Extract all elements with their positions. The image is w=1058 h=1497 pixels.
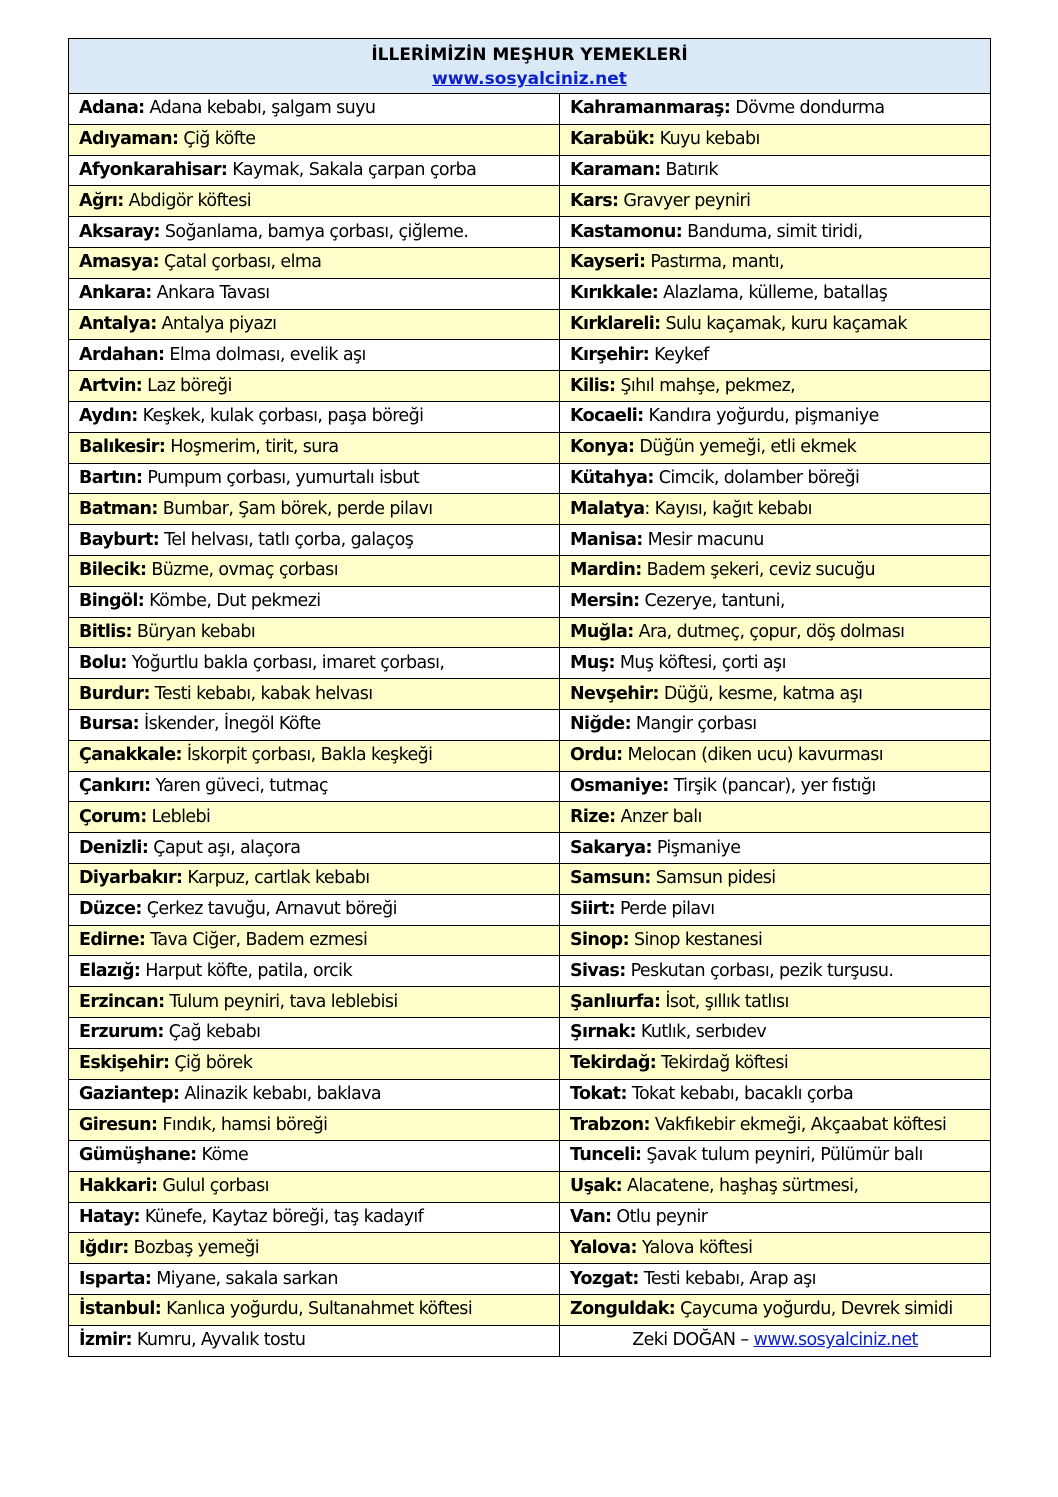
- famous-foods: Kanlıca yoğurdu, Sultanahmet köftesi: [161, 1299, 473, 1320]
- province-name: İzmir:: [79, 1330, 132, 1351]
- province-name: Diyarbakır:: [79, 868, 183, 889]
- right-cell: [560, 217, 991, 248]
- famous-foods: Alazlama, külleme, batallaş: [658, 283, 888, 304]
- header-link[interactable]: www.sosyalciniz.net: [432, 69, 627, 89]
- province-name: Niğde:: [570, 714, 631, 735]
- famous-foods: Leblebi: [146, 806, 211, 827]
- famous-foods: Vakfıkebir ekmeği, Akçaabat köftesi: [649, 1114, 947, 1135]
- famous-foods: Kömbe, Dut pekmezi: [144, 591, 321, 612]
- province-name: Uşak:: [570, 1176, 623, 1197]
- province-name: Yalova:: [570, 1237, 637, 1258]
- right-cell: [560, 833, 991, 864]
- table-row: [69, 1048, 991, 1079]
- left-cell: [69, 217, 560, 248]
- province-name: Tekirdağ:: [570, 1053, 657, 1074]
- province-name: Bartın:: [79, 467, 143, 488]
- table-row: [69, 555, 991, 586]
- left-cell: [69, 401, 560, 432]
- famous-foods: Çaycuma yoğurdu, Devrek simidi: [675, 1299, 953, 1320]
- famous-foods: İsot, şıllık tatlısı: [660, 991, 789, 1012]
- famous-foods: : Kayısı, kağıt kebabı: [644, 498, 812, 519]
- famous-foods: Pumpum çorbası, yumurtalı isbut: [142, 467, 420, 488]
- table-row: [69, 894, 991, 925]
- right-cell: [560, 771, 991, 802]
- famous-foods: Tekirdağ köftesi: [656, 1053, 789, 1074]
- famous-foods: Sulu kaçamak, kuru kaçamak: [660, 313, 907, 334]
- footer-link[interactable]: www.sosyalciniz.net: [753, 1330, 918, 1351]
- famous-foods: Abdigör köftesi: [123, 190, 251, 211]
- famous-foods: Dövme dondurma: [730, 98, 885, 119]
- famous-foods: Köme: [196, 1145, 249, 1166]
- famous-foods: Cezerye, tantuni,: [639, 591, 785, 612]
- right-cell: [560, 1264, 991, 1295]
- province-name: Çanakkale:: [79, 745, 182, 766]
- famous-foods: Ara, dutmeç, çopur, döş dolması: [633, 621, 905, 642]
- famous-foods: Alinazik kebabı, baklava: [179, 1083, 382, 1104]
- left-cell: [69, 740, 560, 771]
- province-name: Aydın:: [79, 406, 138, 427]
- right-cell: [560, 802, 991, 833]
- famous-foods: Gravyer peyniri: [618, 190, 751, 211]
- right-cell: [560, 186, 991, 217]
- famous-foods: Cimcik, dolamber böreği: [653, 467, 860, 488]
- famous-foods: Testi kebabı, kabak helvası: [149, 683, 373, 704]
- province-name: Burdur:: [79, 683, 150, 704]
- right-cell: [560, 1171, 991, 1202]
- table-row: [69, 1141, 991, 1172]
- left-cell: [69, 309, 560, 340]
- right-cell: [560, 309, 991, 340]
- table-row: [69, 771, 991, 802]
- province-name: Şanlıurfa:: [570, 991, 661, 1012]
- province-name: Gaziantep:: [79, 1083, 180, 1104]
- header-cell: [69, 39, 991, 94]
- province-name: Şırnak:: [570, 1022, 636, 1043]
- table-row: [69, 155, 991, 186]
- famous-foods: İskorpit çorbası, Bakla keşkeği: [181, 745, 433, 766]
- left-cell: [69, 1295, 560, 1326]
- table-row: [69, 1264, 991, 1295]
- left-cell: [69, 709, 560, 740]
- province-name: Elazığ:: [79, 960, 141, 981]
- famous-foods: Karpuz, cartlak kebabı: [182, 868, 370, 889]
- famous-foods: Banduma, simit tiridi,: [682, 221, 863, 242]
- province-name: Muğla:: [570, 621, 634, 642]
- table-row: [69, 740, 991, 771]
- right-cell: [560, 1202, 991, 1233]
- famous-foods: Samsun pidesi: [650, 868, 776, 889]
- right-cell: [560, 278, 991, 309]
- table-row: [69, 309, 991, 340]
- province-name: Kırklareli:: [570, 313, 661, 334]
- table-row: [69, 494, 991, 525]
- left-cell: [69, 1141, 560, 1172]
- province-name: Osmaniye:: [570, 775, 669, 796]
- province-name: Sakarya:: [570, 837, 652, 858]
- left-cell: [69, 1264, 560, 1295]
- table-row: [69, 679, 991, 710]
- food-table: [68, 38, 991, 1357]
- famous-foods: Çiğ köfte: [178, 129, 256, 150]
- table-row: [69, 648, 991, 679]
- table-row: [69, 401, 991, 432]
- table-row: [69, 94, 991, 125]
- province-name: Kars:: [570, 190, 619, 211]
- right-cell: [560, 525, 991, 556]
- famous-foods: Büryan kebabı: [131, 621, 256, 642]
- table-row: [69, 586, 991, 617]
- table-row: [69, 709, 991, 740]
- famous-foods: Çiğ börek: [169, 1053, 253, 1074]
- famous-foods: Çaput aşı, alaçora: [148, 837, 301, 858]
- table-row: [69, 371, 991, 402]
- province-name: Balıkesir:: [79, 437, 166, 458]
- famous-foods: Elma dolması, evelik aşı: [164, 344, 366, 365]
- province-name: Mersin:: [570, 591, 640, 612]
- province-name: Sivas:: [570, 960, 626, 981]
- province-name: Kayseri:: [570, 252, 646, 273]
- province-name: Afyonkarahisar:: [79, 159, 228, 180]
- famous-foods: Düğün yemeği, etli ekmek: [634, 437, 857, 458]
- famous-foods: Kumru, Ayvalık tostu: [131, 1330, 306, 1351]
- table-row: [69, 1110, 991, 1141]
- province-name: Van:: [570, 1207, 612, 1228]
- province-name: Aksaray:: [79, 221, 160, 242]
- province-name: Karaman:: [570, 159, 661, 180]
- province-name: Giresun:: [79, 1114, 158, 1135]
- left-cell: [69, 956, 560, 987]
- province-name: Kırıkkale:: [570, 283, 659, 304]
- right-cell: [560, 432, 991, 463]
- province-name: Antalya:: [79, 313, 157, 334]
- province-name: Yozgat:: [570, 1268, 639, 1289]
- left-cell: [69, 155, 560, 186]
- left-cell: [69, 771, 560, 802]
- right-cell: [560, 1079, 991, 1110]
- province-name: Çorum:: [79, 806, 147, 827]
- province-name: Karabük:: [570, 129, 655, 150]
- province-name: Bilecik:: [79, 560, 147, 581]
- province-name: Kahramanmaraş:: [570, 98, 731, 119]
- famous-foods: Muş köftesi, çorti aşı: [614, 652, 786, 673]
- left-cell: [69, 494, 560, 525]
- province-name: Bayburt:: [79, 529, 160, 550]
- food-table-body: [69, 39, 991, 1357]
- famous-foods: Mesir macunu: [642, 529, 764, 550]
- right-cell: [560, 1110, 991, 1141]
- famous-foods: Badem şekeri, ceviz sucuğu: [641, 560, 876, 581]
- left-cell: [69, 463, 560, 494]
- province-name: Malatya: [570, 498, 645, 519]
- table-row: [69, 617, 991, 648]
- right-cell: [560, 894, 991, 925]
- province-name: Düzce:: [79, 899, 142, 920]
- province-name: Adana:: [79, 98, 145, 119]
- left-cell: [69, 679, 560, 710]
- author-name: Zeki DOĞAN –: [632, 1330, 754, 1351]
- province-name: Sinop:: [570, 929, 630, 950]
- table-row: [69, 278, 991, 309]
- left-cell: [69, 555, 560, 586]
- province-name: Çankırı:: [79, 775, 151, 796]
- left-cell: [69, 1325, 560, 1356]
- famous-foods: Fındık, hamsi böreği: [157, 1114, 328, 1135]
- famous-foods: Antalya piyazı: [156, 313, 277, 334]
- right-cell: [560, 925, 991, 956]
- province-name: Trabzon:: [570, 1114, 650, 1135]
- table-row: [69, 217, 991, 248]
- table-row: [69, 987, 991, 1018]
- famous-foods: Yaren güveci, tutmaç: [150, 775, 328, 796]
- famous-foods: Yalova köftesi: [636, 1237, 753, 1258]
- province-name: Zonguldak:: [570, 1299, 676, 1320]
- table-row: [69, 525, 991, 556]
- famous-foods: Adana kebabı, şalgam suyu: [144, 98, 376, 119]
- left-cell: [69, 432, 560, 463]
- right-cell: [560, 340, 991, 371]
- right-cell: [560, 1017, 991, 1048]
- table-row: [69, 1202, 991, 1233]
- province-name: Ağrı:: [79, 190, 124, 211]
- left-cell: [69, 863, 560, 894]
- left-cell: [69, 833, 560, 864]
- province-name: Iğdır:: [79, 1237, 129, 1258]
- famous-foods: Yoğurtlu bakla çorbası, imaret çorbası,: [126, 652, 445, 673]
- left-cell: [69, 894, 560, 925]
- right-cell: [560, 648, 991, 679]
- famous-foods: Keykef: [649, 344, 709, 365]
- left-cell: [69, 1233, 560, 1264]
- province-name: Hatay:: [79, 1207, 140, 1228]
- table-row: [69, 124, 991, 155]
- left-cell: [69, 617, 560, 648]
- famous-foods: Tava Ciğer, Badem ezmesi: [145, 929, 368, 950]
- famous-foods: Anzer balı: [615, 806, 702, 827]
- province-name: Artvin:: [79, 375, 143, 396]
- famous-foods: Miyane, sakala sarkan: [151, 1268, 338, 1289]
- left-cell: [69, 371, 560, 402]
- left-cell: [69, 987, 560, 1018]
- famous-foods: Ankara Tavası: [151, 283, 270, 304]
- left-cell: [69, 1079, 560, 1110]
- province-name: Bursa:: [79, 714, 140, 735]
- province-name: Kastamonu:: [570, 221, 683, 242]
- famous-foods: Düğü, kesme, katma aşı: [658, 683, 863, 704]
- province-name: Konya:: [570, 437, 635, 458]
- famous-foods: Soğanlama, bamya çorbası, çiğleme.: [159, 221, 469, 242]
- famous-foods: Tulum peyniri, tava leblebisi: [164, 991, 398, 1012]
- famous-foods: Pastırma, mantı,: [645, 252, 784, 273]
- right-cell: [560, 555, 991, 586]
- right-cell: [560, 401, 991, 432]
- left-cell: [69, 94, 560, 125]
- footer-credit-cell: [560, 1325, 991, 1356]
- province-name: Bingöl:: [79, 591, 145, 612]
- table-row: [69, 925, 991, 956]
- famous-foods: Kandıra yoğurdu, pişmaniye: [643, 406, 879, 427]
- right-cell: [560, 740, 991, 771]
- right-cell: [560, 709, 991, 740]
- province-name: Denizli:: [79, 837, 149, 858]
- famous-foods: Mangir çorbası: [630, 714, 757, 735]
- province-name: Erzurum:: [79, 1022, 164, 1043]
- famous-foods: İskender, İnegöl Köfte: [139, 714, 321, 735]
- province-name: Muş:: [570, 652, 615, 673]
- right-cell: [560, 956, 991, 987]
- right-cell: [560, 679, 991, 710]
- famous-foods: Şıhıl mahşe, pekmez,: [615, 375, 796, 396]
- province-name: Bolu:: [79, 652, 127, 673]
- famous-foods: Melocan (diken ucu) kavurması: [622, 745, 884, 766]
- right-cell: [560, 1233, 991, 1264]
- province-name: Hakkari:: [79, 1176, 158, 1197]
- right-cell: [560, 463, 991, 494]
- right-cell: [560, 371, 991, 402]
- famous-foods: Alacatene, haşhaş sürtmesi,: [622, 1176, 859, 1197]
- province-name: Tunceli:: [570, 1145, 642, 1166]
- province-name: İstanbul:: [79, 1299, 162, 1320]
- famous-foods: Kutlık, serbıdev: [635, 1022, 767, 1043]
- province-name: Ardahan:: [79, 344, 165, 365]
- table-row: [69, 1295, 991, 1326]
- right-cell: [560, 247, 991, 278]
- right-cell: [560, 617, 991, 648]
- famous-foods: Perde pilavı: [615, 899, 715, 920]
- right-cell: [560, 124, 991, 155]
- province-name: Batman:: [79, 498, 158, 519]
- province-name: Isparta:: [79, 1268, 152, 1289]
- table-row: [69, 802, 991, 833]
- famous-foods: Laz böreği: [142, 375, 232, 396]
- famous-foods: Tel helvası, tatlı çorba, galaçoş: [159, 529, 414, 550]
- right-cell: [560, 586, 991, 617]
- province-name: Bitlis:: [79, 621, 132, 642]
- famous-foods: Şavak tulum peyniri, Pülümür balı: [641, 1145, 923, 1166]
- famous-foods: Kuyu kebabı: [654, 129, 760, 150]
- left-cell: [69, 1202, 560, 1233]
- province-name: Amasya:: [79, 252, 160, 273]
- famous-foods: Çerkez tavuğu, Arnavut böreği: [141, 899, 397, 920]
- province-name: Samsun:: [570, 868, 651, 889]
- table-row: [69, 863, 991, 894]
- left-cell: [69, 186, 560, 217]
- famous-foods: Kaymak, Sakala çarpan çorba: [227, 159, 477, 180]
- left-cell: [69, 1017, 560, 1048]
- table-row: [69, 1079, 991, 1110]
- table-row: [69, 1171, 991, 1202]
- famous-foods: Künefe, Kaytaz böreği, taş kadayıf: [139, 1207, 424, 1228]
- famous-foods: Bumbar, Şam börek, perde pilavı: [157, 498, 433, 519]
- left-cell: [69, 1171, 560, 1202]
- left-cell: [69, 124, 560, 155]
- table-row: [69, 956, 991, 987]
- left-cell: [69, 648, 560, 679]
- province-name: Gümüşhane:: [79, 1145, 197, 1166]
- famous-foods: Sinop kestanesi: [629, 929, 763, 950]
- left-cell: [69, 586, 560, 617]
- table-row: [69, 340, 991, 371]
- famous-foods: Batırık: [660, 159, 718, 180]
- famous-foods: Otlu peynir: [611, 1207, 708, 1228]
- famous-foods: Tokat kebabı, bacaklı çorba: [626, 1083, 854, 1104]
- famous-foods: Gulul çorbası: [157, 1176, 269, 1197]
- famous-foods: Hoşmerim, tirit, sura: [165, 437, 339, 458]
- province-name: Ankara:: [79, 283, 152, 304]
- famous-foods: Çağ kebabı: [163, 1022, 261, 1043]
- right-cell: [560, 494, 991, 525]
- province-name: Tokat:: [570, 1083, 627, 1104]
- table-row: [69, 1233, 991, 1264]
- famous-foods: Bozbaş yemeği: [128, 1237, 260, 1258]
- left-cell: [69, 1110, 560, 1141]
- province-name: Kırşehir:: [570, 344, 650, 365]
- right-cell: [560, 1141, 991, 1172]
- left-cell: [69, 925, 560, 956]
- left-cell: [69, 1048, 560, 1079]
- province-name: Ordu:: [570, 745, 623, 766]
- table-row: [69, 1017, 991, 1048]
- famous-foods: Peskutan çorbası, pezik turşusu.: [625, 960, 894, 981]
- famous-foods: Tirşik (pancar), yer fıstığı: [668, 775, 876, 796]
- right-cell: [560, 863, 991, 894]
- province-name: Erzincan:: [79, 991, 165, 1012]
- right-cell: [560, 1295, 991, 1326]
- table-row: [69, 186, 991, 217]
- page-title: İLLERİMİZİN MEŞHUR YEMEKLERİ: [371, 45, 688, 65]
- province-name: Mardin:: [570, 560, 642, 581]
- left-cell: [69, 525, 560, 556]
- table-row: [69, 1325, 991, 1356]
- province-name: Kocaeli:: [570, 406, 644, 427]
- left-cell: [69, 247, 560, 278]
- famous-foods: Harput köfte, patila, orcik: [140, 960, 352, 981]
- famous-foods: Büzme, ovmaç çorbası: [146, 560, 338, 581]
- left-cell: [69, 340, 560, 371]
- right-cell: [560, 987, 991, 1018]
- famous-foods: Testi kebabı, Arap aşı: [638, 1268, 816, 1289]
- province-name: Edirne:: [79, 929, 146, 950]
- province-name: Kütahya:: [570, 467, 654, 488]
- right-cell: [560, 94, 991, 125]
- table-row: [69, 247, 991, 278]
- province-name: Rize:: [570, 806, 616, 827]
- province-name: Adıyaman:: [79, 129, 179, 150]
- famous-foods: Pişmaniye: [651, 837, 741, 858]
- famous-foods: Keşkek, kulak çorbası, paşa böreği: [137, 406, 424, 427]
- table-row: [69, 463, 991, 494]
- left-cell: [69, 802, 560, 833]
- province-name: Siirt:: [570, 899, 615, 920]
- table-row: [69, 833, 991, 864]
- right-cell: [560, 155, 991, 186]
- province-name: Eskişehir:: [79, 1053, 170, 1074]
- province-name: Kilis:: [570, 375, 616, 396]
- left-cell: [69, 278, 560, 309]
- famous-foods: Çatal çorbası, elma: [159, 252, 322, 273]
- right-cell: [560, 1048, 991, 1079]
- header-row: [69, 39, 991, 94]
- province-name: Nevşehir:: [570, 683, 659, 704]
- table-row: [69, 432, 991, 463]
- province-name: Manisa:: [570, 529, 643, 550]
